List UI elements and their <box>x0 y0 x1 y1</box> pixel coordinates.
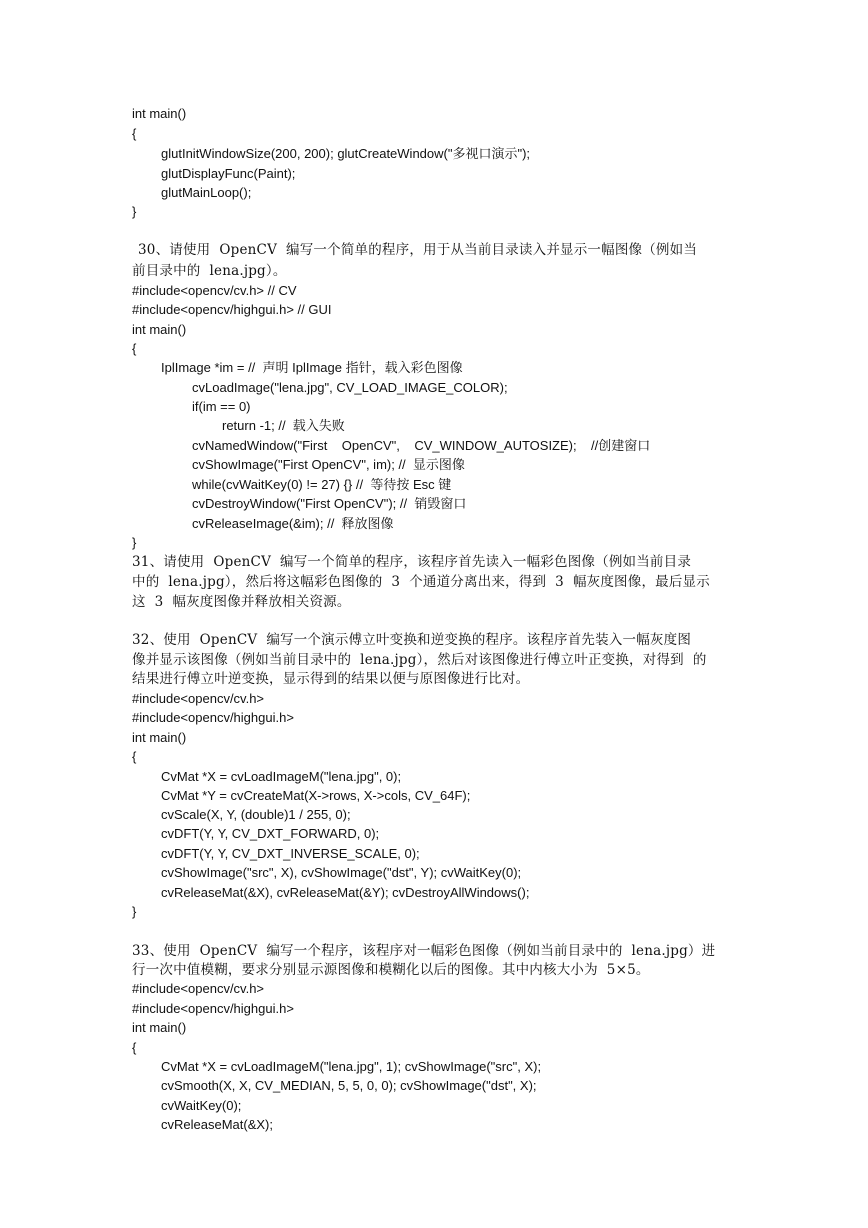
code-line: cvDFT(Y, Y, CV_DXT_INVERSE_SCALE, 0); <box>161 846 420 861</box>
code-line: while(cvWaitKey(0) != 27) {} // 等待按 Esc 键 <box>192 477 452 492</box>
code-line: { <box>132 126 137 141</box>
code-line: } <box>132 904 137 919</box>
code-line: CvMat *Y = cvCreateMat(X->rows, X->cols, CV_64F); <box>161 788 471 803</box>
code-line: cvLoadImage("lena.jpg", CV_LOAD_IMAGE_COLOR); <box>192 380 508 395</box>
code-line: #include<opencv/cv.h> <box>132 981 265 996</box>
code-line: CvMat *X = cvLoadImageM("lena.jpg", 0); <box>161 769 402 784</box>
question-33-text: 33、使用 OpenCV 编写一个程序，该程序对一幅彩色图像（例如当前目录中的 lena.jpg）进 <box>132 943 716 959</box>
code-line: int main() <box>132 730 187 745</box>
code-line: } <box>132 535 137 550</box>
code-line: cvReleaseMat(&X); <box>161 1117 273 1132</box>
code-line: cvSmooth(X, X, CV_MEDIAN, 5, 5, 0, 0); cvShowImage("dst", X); <box>161 1078 537 1093</box>
code-line: cvWaitKey(0); <box>161 1098 242 1113</box>
question-32-text: 结果进行傅立叶逆变换，显示得到的结果以便与原图像进行比对。 <box>132 671 530 687</box>
code-line: glutInitWindowSize(200, 200); glutCreateWindow("多视口演示"); <box>161 146 531 161</box>
question-32-text: 像并显示该图像（例如当前目录中的 lena.jpg），然后对该图像进行傅立叶正变换，对得到 的 <box>132 652 707 668</box>
code-line: cvDFT(Y, Y, CV_DXT_FORWARD, 0); <box>161 826 380 841</box>
code-line: cvShowImage("src", X), cvShowImage("dst", Y); cvWaitKey(0); <box>161 865 522 880</box>
code-line: cvReleaseMat(&X), cvReleaseMat(&Y); cvDestroyAllWindows(); <box>161 885 530 900</box>
question-31-text: 中的 lena.jpg），然后将这幅彩色图像的 3 个通道分离出来，得到 3 幅灰度图像，最后显示 <box>132 574 710 590</box>
code-line: cvNamedWindow("First OpenCV", CV_WINDOW_AUTOSIZE); //创建窗口 <box>192 438 651 453</box>
code-line: int main() <box>132 322 187 337</box>
code-line: cvScale(X, Y, (double)1 / 255, 0); <box>161 807 351 822</box>
code-line: cvReleaseImage(&im); // 释放图像 <box>192 516 394 531</box>
question-31-text: 31、请使用 OpenCV 编写一个简单的程序，该程序首先读入一幅彩色图像（例如当前目录 <box>132 554 692 570</box>
question-32-text: 32、使用 OpenCV 编写一个演示傅立叶变换和逆变换的程序。该程序首先装入一幅灰度图 <box>132 632 692 648</box>
question-30-text: 前目录中的 lena.jpg）。 <box>132 263 287 279</box>
code-line: glutMainLoop(); <box>161 185 252 200</box>
code-line: #include<opencv/highgui.h> // GUI <box>132 302 332 317</box>
code-line: return -1; // 载入失败 <box>222 418 345 433</box>
code-line: CvMat *X = cvLoadImageM("lena.jpg", 1); cvShowImage("src", X); <box>161 1059 542 1074</box>
code-line: #include<opencv/highgui.h> <box>132 710 294 725</box>
code-line: { <box>132 749 137 764</box>
code-line: cvShowImage("First OpenCV", im); // 显示图像 <box>192 457 465 472</box>
question-33-text: 行一次中值模糊，要求分别显示源图像和模糊化以后的图像。其中内核大小为 5×5。 <box>132 962 650 978</box>
code-line: IplImage *im = // 声明 IplImage 指针，载入彩色图像 <box>161 360 463 375</box>
code-line: glutDisplayFunc(Paint); <box>161 166 296 181</box>
code-line: #include<opencv/cv.h> <box>132 691 265 706</box>
code-line: int main() <box>132 106 187 121</box>
code-line: int main() <box>132 1020 187 1035</box>
question-30-text: 30、请使用 OpenCV 编写一个简单的程序，用于从当前目录读入并显示一幅图像（例如当 <box>138 242 698 258</box>
code-line: } <box>132 204 137 219</box>
question-31-text: 这 3 幅灰度图像并释放相关资源。 <box>132 594 351 610</box>
code-line: #include<opencv/highgui.h> <box>132 1001 294 1016</box>
code-line: cvDestroyWindow("First OpenCV"); // 销毁窗口 <box>192 496 467 511</box>
code-line: if(im == 0) <box>192 399 251 414</box>
code-line: { <box>132 1040 137 1055</box>
code-line: #include<opencv/cv.h> // CV <box>132 283 297 298</box>
code-line: { <box>132 341 137 356</box>
